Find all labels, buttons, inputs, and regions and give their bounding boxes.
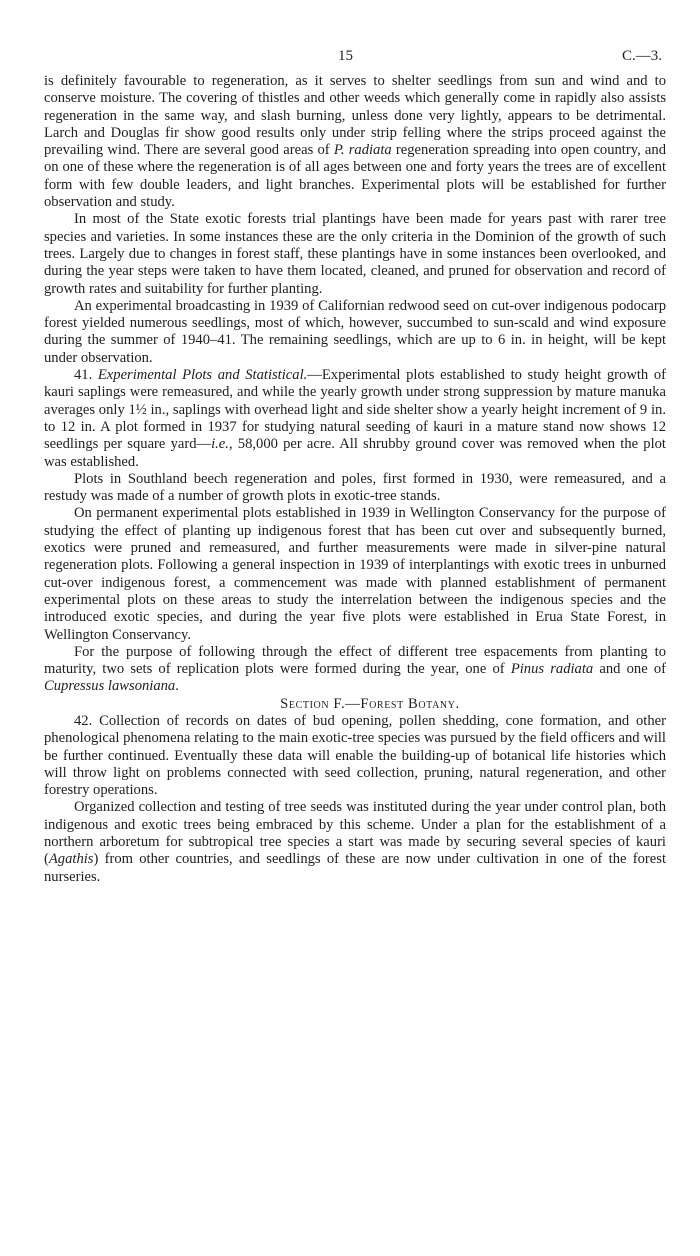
text-run: —Experimental plots established to study height growth of kauri saplings were remeasured, and while the yearly growth under strong suppression by mature manuka averages only [44, 367, 667, 418]
text-run: . [175, 678, 179, 695]
page-header [0, 48, 700, 68]
paragraph-seed-collection [44, 799, 666, 885]
body-text [44, 73, 666, 886]
paragraph-number: 41. [74, 367, 98, 384]
paragraph-regeneration [44, 73, 666, 211]
text-run: is definitely favourable to regeneration, as it serves to shelter seedlings from sun and wind and to conserve moisture. The covering of thistles and other weeds which generally come in rapidly also assists regeneration in the same way, and slash burning, unless done very lightly, appears to be detrimental. Larch and Douglas fir show good results only under strip felling where the strips proceed against the prevailing wind. There are several good areas of [44, 73, 666, 159]
paragraph-experimental-plots [44, 367, 666, 471]
text-run: Organized collection and testing of tree seeds was instituted during the year under control plan, both indigenous and exotic trees being embraced by this scheme. Under a plan for the establishment of a northern arboretum for subtropical tree species a start was made by securing several species of kauri ( [44, 799, 666, 868]
text-run: ) from other countries, and seedlings of these are now under cultivation in one of the forest nurseries. [44, 851, 666, 885]
section-heading: Section F.—Forest Botany. [280, 695, 460, 712]
abbreviation: i.e. [211, 436, 229, 453]
document-code: C.—3. [621, 48, 662, 64]
page-number: 15 [338, 48, 353, 64]
text-run: in., saplings with overhead light and side shelter show a yearly height increment of 9 in. to 12 in. A plot formed in 1937 for studying natural seeding of kauri in a mature stand now shows 12 seedlings per square yard— [44, 401, 666, 453]
paragraph-wellington-plots: On permanent experimental plots established in 1939 in Wellington Conservancy for the purpose of studying the effect of planting up indigenous forest that has been cut over and subsequently burned, exotics were pruned and remeasured, and further measurements were made in silver-pine natural regeneration plots. Following a general inspection in 1939 of interplantings with exotic trees in unburned cut-over indigenous forest, a commencement was made with planned establishment of permanent experimental plots on these areas to study the interrelation between the indigenous species and the introduced exotic species, and during the year five plots were established in Erua State Forest, in Wellington Conservancy. [44, 505, 666, 643]
text-run: For the purpose of following through the effect of different tree espacements from planting to maturity, two sets of replication plots were formed during the year, one of [44, 643, 666, 678]
paragraph-southland-beech: Plots in Southland beech regeneration and poles, first formed in 1930, were remeasured, and a restudy was made of a number of growth plots in exotic-tree stands. [44, 470, 666, 505]
paragraph-redwood-broadcasting: An experimental broadcasting in 1939 of Californian redwood seed on cut-over indigenous podocarp forest yielded numerous seedlings, most of which, however, succumbed to sun-scald and wind exposure during the summer of 1940–41. The remaining seedlings, which are up to 6 in. in height, will be kept under observation. [44, 297, 666, 366]
text-run: , 58,000 per acre. All shrubby ground cover was removed when the plot was established. [44, 436, 666, 470]
text-run: regeneration spreading into open country, and on one of these where the regeneration is of all ages between one and forty years the trees are of excellent form with few double leaders, and light branches. Experimental plots will be established for further observation and study. [44, 142, 666, 211]
fraction: 1½ [128, 401, 147, 418]
species-name: P. radiata [333, 142, 392, 159]
species-name: Cupressus lawsoniana [44, 678, 176, 695]
paragraph-phenology: 42. Collection of records on dates of bud opening, pollen shedding, cone formation, and other phenological phenomena relating to the main exotic-tree species was pursued by the field officers and will be further continued. Eventually these data will enable the building-up of botanical life histories which will throw light on problems connected with seed collection, pruning, natural regeneration, and other forestry operations. [44, 712, 666, 799]
text-run: and one of [593, 661, 666, 678]
genus-name: Agathis [48, 851, 94, 868]
paragraph-trial-plantings: In most of the State exotic forests trial plantings have been made for years past with rarer tree species and varieties. In some instances these are the only criteria in the Dominion of the growth of such trees. Largely due to changes in forest staff, these plantings have in some instances been overlooked, and during the year steps were taken to have them located, cleaned, and pruned for observation and record of growth rates and suitability for further planting. [44, 211, 666, 297]
species-name: Pinus radiata [510, 661, 594, 678]
paragraph-espacement [44, 644, 666, 696]
paragraph-title: Experimental Plots and Statistical. [97, 367, 308, 384]
